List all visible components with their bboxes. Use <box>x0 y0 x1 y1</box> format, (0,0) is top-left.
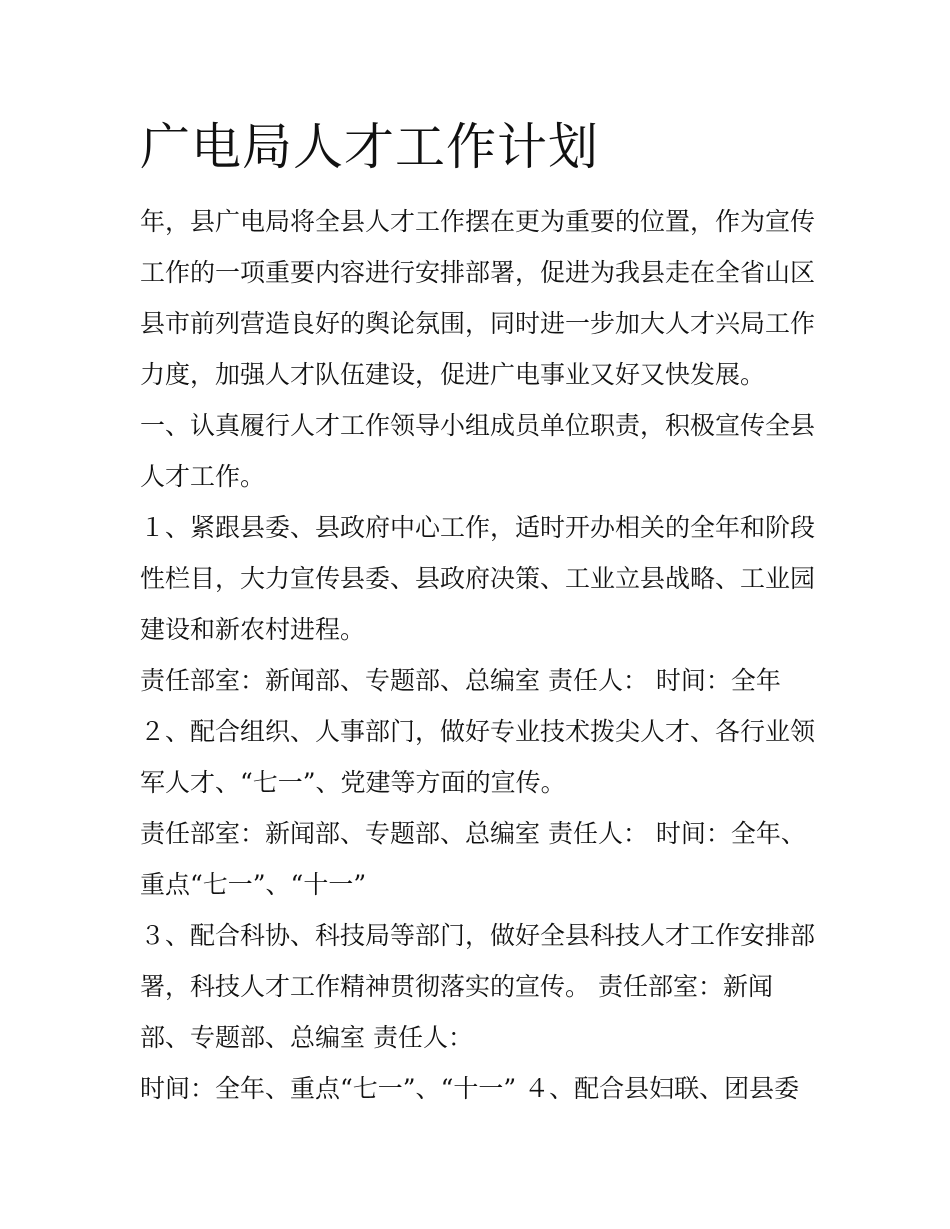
item-1-line: １、紧跟县委、县政府中心工作，适时开办相关的全年和阶段 <box>140 513 816 542</box>
body-line: 年，县广电局将全县人才工作摆在更为重要的位置，作为宣传 <box>140 207 816 236</box>
document-title: 广电局人才工作计划 <box>140 118 599 176</box>
section-heading-cont: 人才工作。 <box>140 462 266 491</box>
item-3-line: 署，科技人才工作精神贯彻落实的宣传。 责任部室：新闻 <box>140 972 773 1001</box>
document-body <box>140 196 820 1114</box>
body-line: 力度，加强人才队伍建设，促进广电事业又好又快发展。 <box>140 360 766 389</box>
item-3-time-and-item-4: 时间：全年、重点“七一”、“十一” ４、配合县妇联、团县委 <box>140 1074 800 1103</box>
item-2-responsibility-cont: 重点“七一”、“十一” <box>140 870 367 899</box>
section-heading: 一、认真履行人才工作领导小组成员单位职责，积极宣传全县 <box>140 411 816 440</box>
item-2-line: ２、配合组织、人事部门，做好专业技术拨尖人才、各行业领 <box>140 717 816 746</box>
item-1-line: 性栏目，大力宣传县委、县政府决策、工业立县战略、工业园 <box>140 564 816 593</box>
item-1-responsibility: 责任部室：新闻部、专题部、总编室 责任人： 时间：全年 <box>140 666 781 695</box>
item-3-line: ３、配合科协、科技局等部门，做好全县科技人才工作安排部 <box>140 921 816 950</box>
body-line: 县市前列营造良好的舆论氛围，同时进一步加大人才兴局工作 <box>140 309 816 338</box>
document-page <box>140 112 820 1114</box>
item-2-line: 军人才、“七一”、党建等方面的宣传。 <box>140 768 566 797</box>
item-2-responsibility: 责任部室：新闻部、专题部、总编室 责任人： 时间：全年、 <box>140 819 806 848</box>
item-1-line: 建设和新农村进程。 <box>140 615 366 644</box>
body-line: 工作的一项重要内容进行安排部署，促进为我县走在全省山区 <box>140 258 816 287</box>
item-3-responsibility: 部、专题部、总编室 责任人： <box>140 1023 473 1052</box>
